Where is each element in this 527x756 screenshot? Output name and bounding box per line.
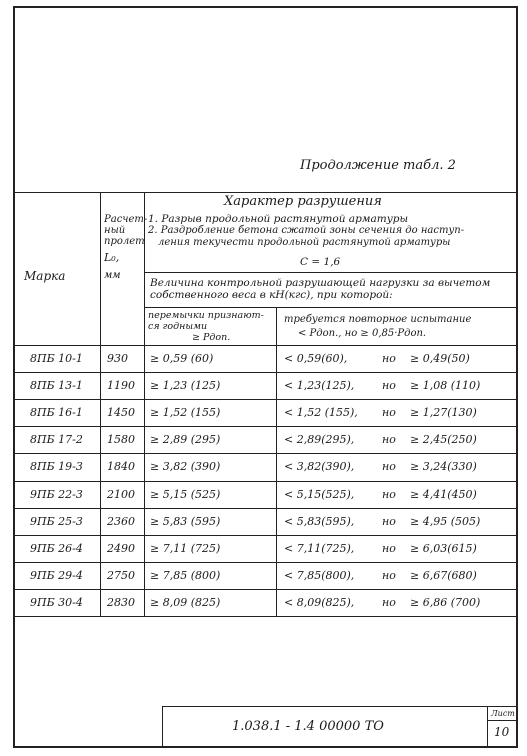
row-mark: 9ПБ 22-3 [30, 488, 83, 501]
row-retest-ge: ≥ 1,27(130) [410, 406, 477, 419]
title-block-sheet-divider [487, 706, 488, 748]
row-divider [14, 453, 517, 454]
table-bottom-line [14, 616, 517, 617]
retest-line: < Pдоп., но ≥ 0,85·Pдоп. [298, 328, 427, 339]
header-mark: Марка [24, 269, 66, 283]
row-accepted: ≥ 1,23 (125) [150, 379, 221, 392]
row-accepted: ≥ 5,15 (525) [150, 488, 221, 501]
row-retest-ge: ≥ 6,67(680) [410, 569, 477, 582]
row-retest-no: но [382, 542, 396, 555]
row-retest-lt: < 1,23(125), [284, 379, 355, 392]
accepted-line: перемычки признают- [148, 310, 264, 321]
header-span-line: Расчет- [104, 214, 148, 225]
col-divider-mark [100, 192, 101, 616]
load-line: собственного веса в кН(кгс), при которой: [150, 289, 393, 301]
row-retest-lt: < 5,15(525), [284, 488, 355, 501]
header-span-line: L₀, [104, 251, 120, 264]
row-retest-no: но [382, 433, 396, 446]
row-divider [14, 562, 517, 563]
row-retest-ge: ≥ 1,08 (110) [410, 379, 481, 392]
row-divider [14, 508, 517, 509]
sheet-label: Лист [491, 709, 515, 718]
table-top-line [14, 192, 517, 193]
title-block-top [162, 706, 517, 707]
row-retest-no: но [382, 352, 396, 365]
row-retest-lt: < 1,52 (155), [284, 406, 358, 419]
row-span: 930 [107, 352, 128, 365]
header-sub-line-2 [144, 307, 517, 308]
row-retest-lt: < 7,11(725), [284, 542, 355, 555]
row-span: 1190 [107, 379, 135, 392]
col-divider-accepted [276, 307, 277, 616]
row-mark: 9ПБ 29-4 [30, 569, 83, 582]
title-block-left [162, 706, 163, 748]
row-span: 1450 [107, 406, 135, 419]
row-span: 2830 [107, 596, 135, 609]
row-mark: 8ПБ 17-2 [30, 433, 83, 446]
header-span-line: ный [104, 225, 126, 236]
row-accepted: ≥ 0,59 (60) [150, 352, 214, 365]
coefficient: С = 1,6 [300, 256, 341, 268]
row-span: 1840 [107, 460, 135, 473]
header-span-line: мм [104, 270, 121, 281]
document-code: 1.038.1 - 1.4 00000 ТО [232, 719, 384, 734]
row-retest-no: но [382, 460, 396, 473]
row-span: 2100 [107, 488, 135, 501]
row-mark: 8ПБ 19-3 [30, 460, 83, 473]
load-line: Величина контрольной разрушающей нагрузки за вычетом [150, 277, 491, 289]
row-divider [14, 399, 517, 400]
failure-line: 2. Раздробление бетона сжатой зоны сечения до наступ- [148, 225, 465, 236]
header-failure-title: Характер разрушения [224, 194, 382, 209]
row-mark: 9ПБ 30-4 [30, 596, 83, 609]
header-span-line: пролет [104, 236, 145, 247]
row-accepted: ≥ 1,52 (155) [150, 406, 221, 419]
header-span [104, 214, 147, 281]
row-retest-lt: < 7,85(800), [284, 569, 355, 582]
header-failure-lines [148, 213, 464, 249]
row-accepted: ≥ 7,85 (800) [150, 569, 221, 582]
row-retest-no: но [382, 596, 396, 609]
row-retest-ge: ≥ 4,95 (505) [410, 515, 481, 528]
header-load [150, 277, 490, 301]
title-block-sheet-line [487, 720, 517, 721]
row-retest-ge: ≥ 4,41(450) [410, 488, 477, 501]
row-retest-no: но [382, 569, 396, 582]
row-mark: 8ПБ 16-1 [30, 406, 83, 419]
row-divider [14, 426, 517, 427]
sheet-number: 10 [494, 725, 510, 739]
row-span: 2490 [107, 542, 135, 555]
row-accepted: ≥ 3,82 (390) [150, 460, 221, 473]
row-retest-no: но [382, 406, 396, 419]
header-bottom-line [14, 345, 517, 346]
row-retest-lt: < 5,83(595), [284, 515, 355, 528]
row-retest-lt: < 0,59(60), [284, 352, 348, 365]
accepted-line: ≥ Pдоп. [192, 332, 231, 343]
drawing-frame [13, 6, 518, 748]
row-accepted: ≥ 2,89 (295) [150, 433, 221, 446]
row-retest-lt: < 3,82(390), [284, 460, 355, 473]
row-retest-lt: < 2,89(295), [284, 433, 355, 446]
failure-line: 1. Разрыв продольной растянутой арматуры [148, 213, 409, 225]
continuation-caption: Продолжение табл. 2 [300, 158, 456, 173]
row-mark: 9ПБ 25-3 [30, 515, 83, 528]
header-accepted [148, 310, 264, 343]
row-retest-ge: ≥ 6,03(615) [410, 542, 477, 555]
row-retest-no: но [382, 379, 396, 392]
row-span: 2750 [107, 569, 135, 582]
row-divider [14, 481, 517, 482]
failure-line: ления текучести продольной растянутой арматуры [158, 237, 451, 248]
row-retest-no: но [382, 515, 396, 528]
row-divider [14, 372, 517, 373]
header-retest [284, 313, 471, 341]
row-span: 2360 [107, 515, 135, 528]
row-retest-ge: ≥ 6,86 (700) [410, 596, 481, 609]
header-sub-line-1 [144, 272, 517, 273]
row-retest-ge: ≥ 3,24(330) [410, 460, 477, 473]
row-retest-no: но [382, 488, 396, 501]
accepted-line: ся годными [148, 321, 208, 332]
row-retest-lt: < 8,09(825), [284, 596, 355, 609]
row-mark: 8ПБ 13-1 [30, 379, 83, 392]
row-mark: 8ПБ 10-1 [30, 352, 83, 365]
row-divider [14, 589, 517, 590]
row-accepted: ≥ 5,83 (595) [150, 515, 221, 528]
row-retest-ge: ≥ 0,49(50) [410, 352, 470, 365]
row-span: 1580 [107, 433, 135, 446]
row-retest-ge: ≥ 2,45(250) [410, 433, 477, 446]
row-accepted: ≥ 7,11 (725) [150, 542, 221, 555]
row-divider [14, 535, 517, 536]
retest-line: требуется повторное испытание [284, 314, 472, 325]
row-mark: 9ПБ 26-4 [30, 542, 83, 555]
row-accepted: ≥ 8,09 (825) [150, 596, 221, 609]
